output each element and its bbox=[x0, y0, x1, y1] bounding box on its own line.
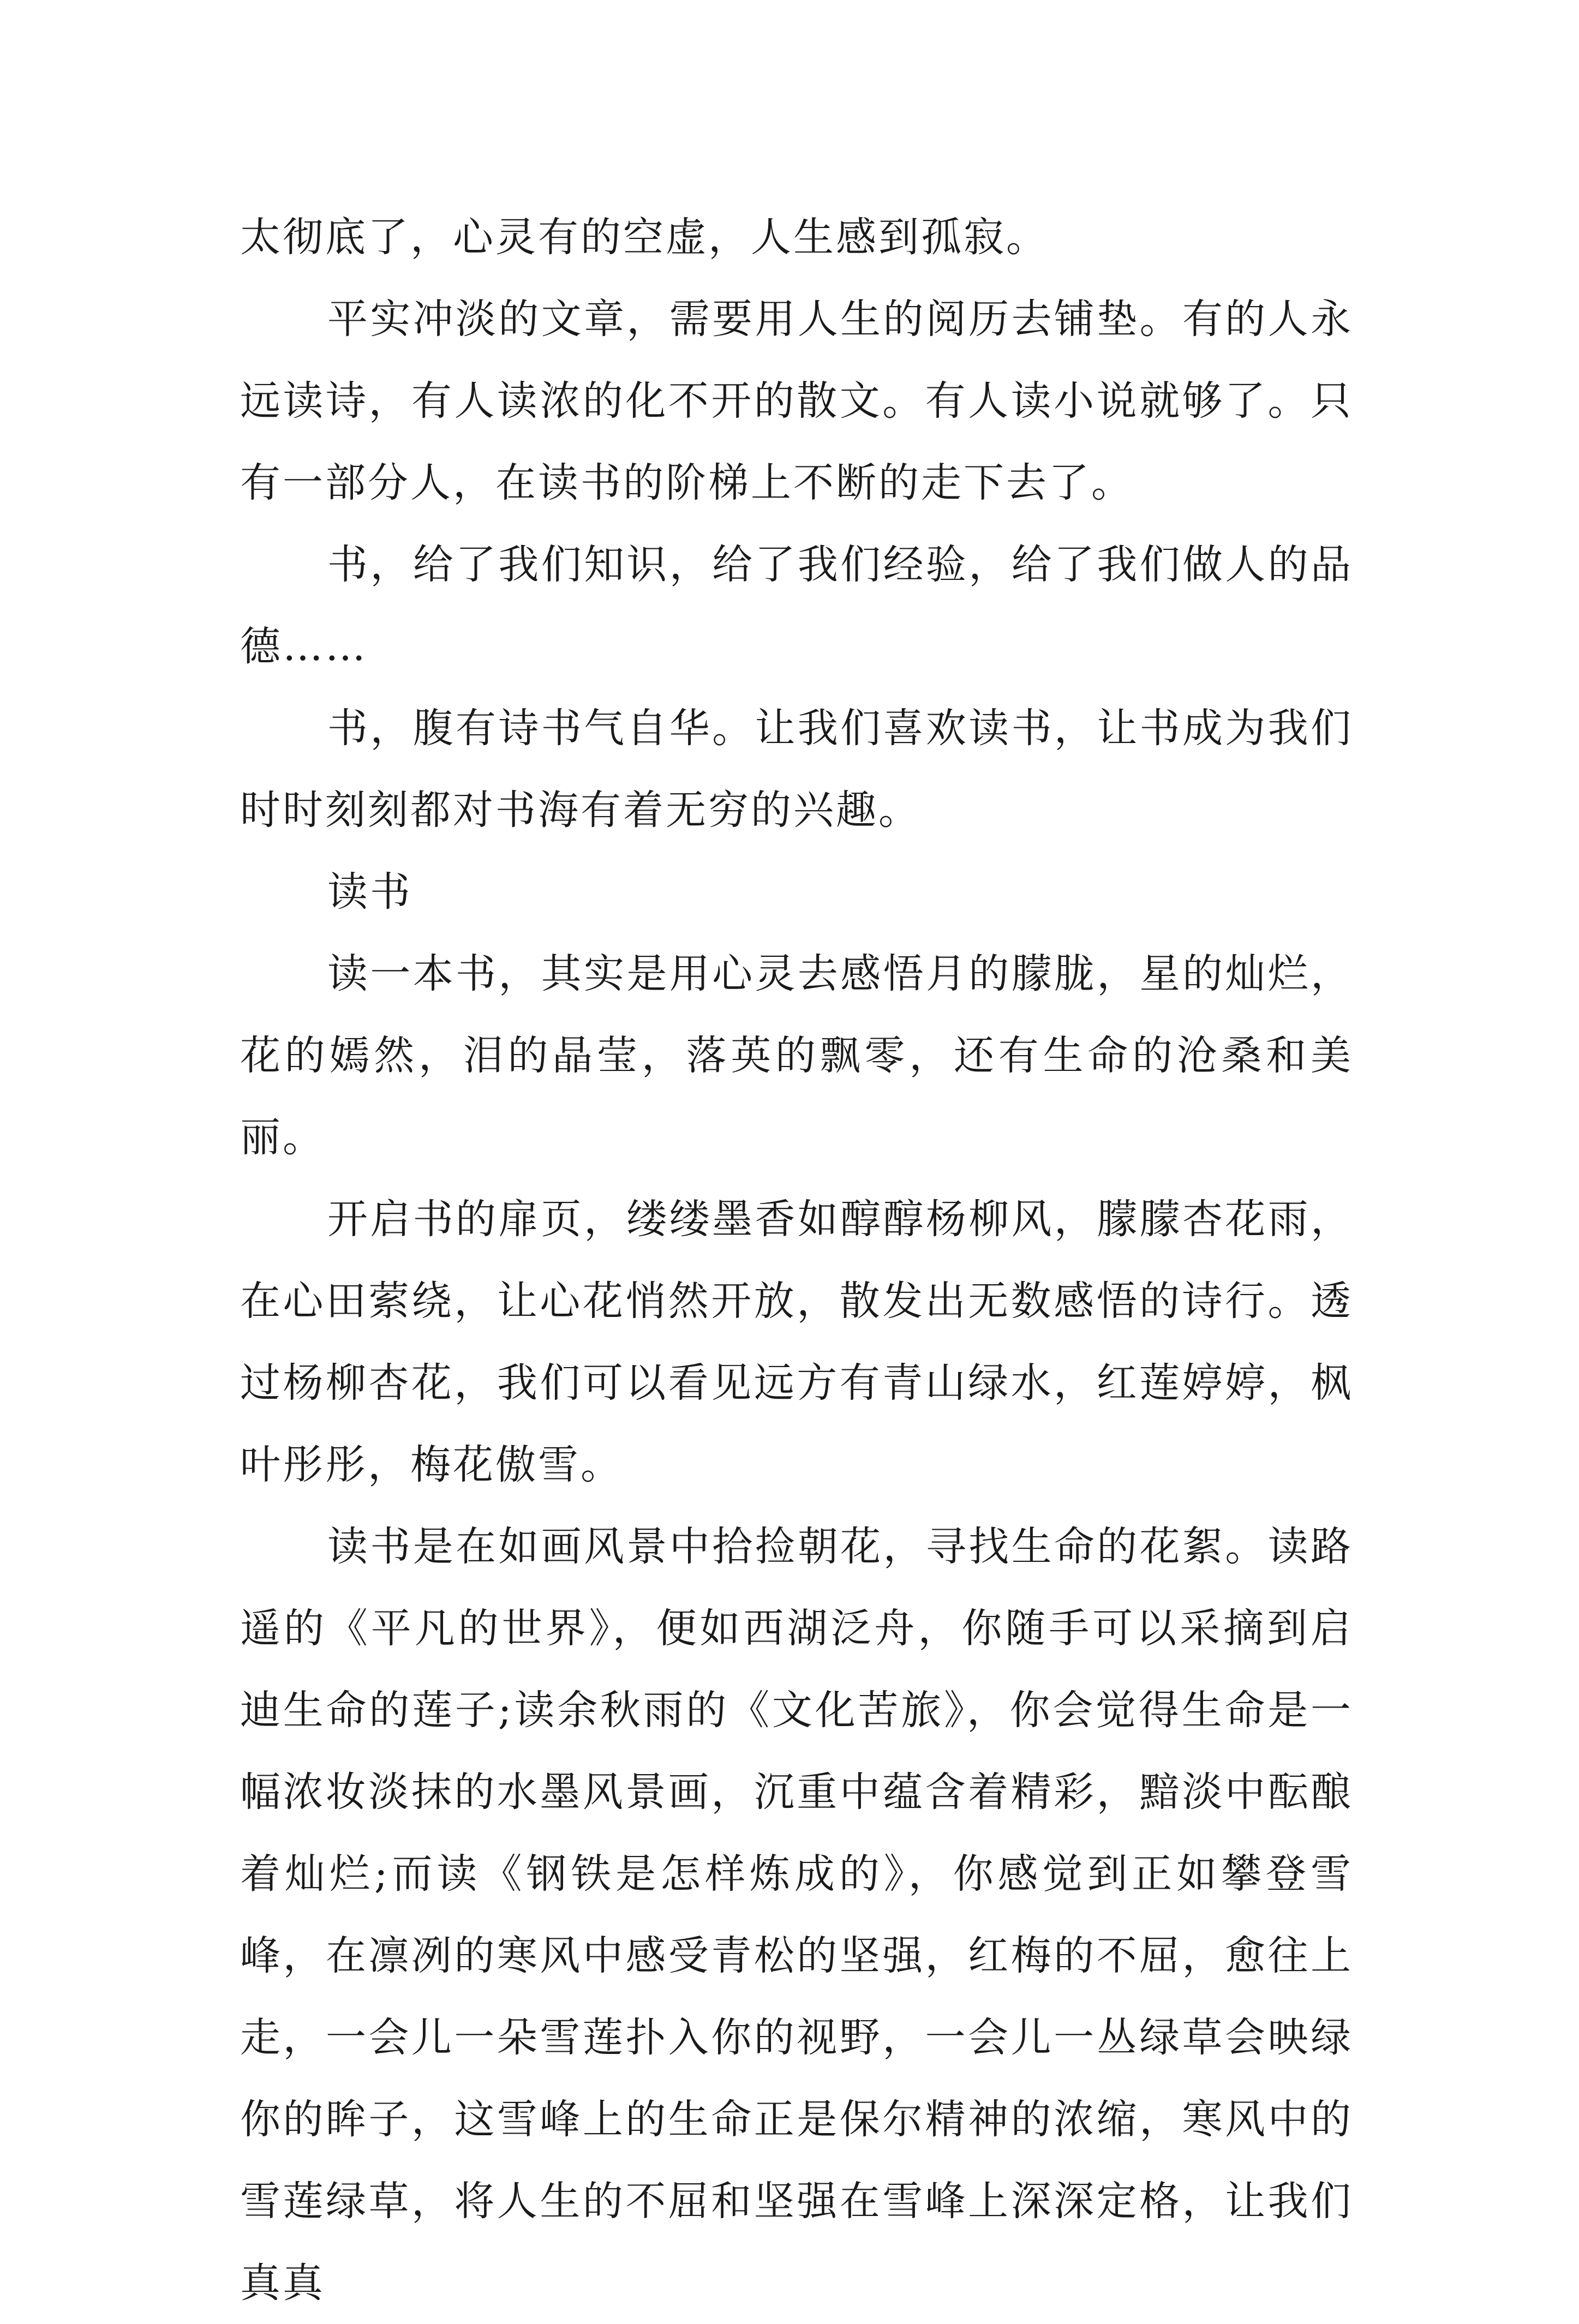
paragraph: 书，腹有诗书气自华。让我们喜欢读书，让书成为我们时时刻刻都对书海有着无穷的兴趣。 bbox=[240, 705, 1353, 834]
paragraph: 开启书的扉页，缕缕墨香如醇醇杨柳风，朦朦杏花雨，在心田萦绕，让心花悄然开放，散发出无数感悟的诗行。透过杨柳杏花，我们可以看见远方有青山绿水，红莲婷婷，枫叶彤彤，梅花傲雪。 bbox=[240, 1196, 1353, 1488]
paragraph: 读书是在如画风景中拾捡朝花，寻找生命的花絮。读路遥的《平凡的世界》，便如西湖泛舟，你随手可以采摘到启迪生命的莲子;读余秋雨的《文化苦旅》，你会觉得生命是一幅浓妆淡抹的水墨风景画，沉重中蕴含着精彩，黯淡中酝酿着灿烂;而读《钢铁是怎样炼成的》，你感觉到正如攀登雪峰，在凛冽的寒风中感受青松的坚强，红梅的不屈，愈往上走，一会儿一朵雪莲扑入你的视野，一会儿一丛绿草会映绿你的眸子，这雪峰上的生命正是保尔精神的浓缩，寒风中的雪莲绿草，将人生的不屈和坚强在雪峰上深深定格，让我们真真 bbox=[240, 1523, 1353, 2307]
paragraph: 太彻底了，心灵有的空虚，人生感到孤寂。 bbox=[240, 214, 1049, 261]
document-body bbox=[240, 196, 1353, 2324]
paragraph: 书，给了我们知识，给了我们经验，给了我们做人的品德…… bbox=[240, 541, 1353, 670]
section-heading: 读书 bbox=[327, 868, 412, 915]
paragraph: 平实冲淡的文章，需要用人生的阅历去铺垫。有的人永远读诗，有人读浓的化不开的散文。有人读小说就够了。只有一部分人，在读书的阶梯上不断的走下去了。 bbox=[240, 296, 1353, 506]
paragraph: 读一本书，其实是用心灵去感悟月的朦胧，星的灿烂，花的嫣然，泪的晶莹，落英的飘零，还有生命的沧桑和美丽。 bbox=[240, 950, 1353, 1161]
